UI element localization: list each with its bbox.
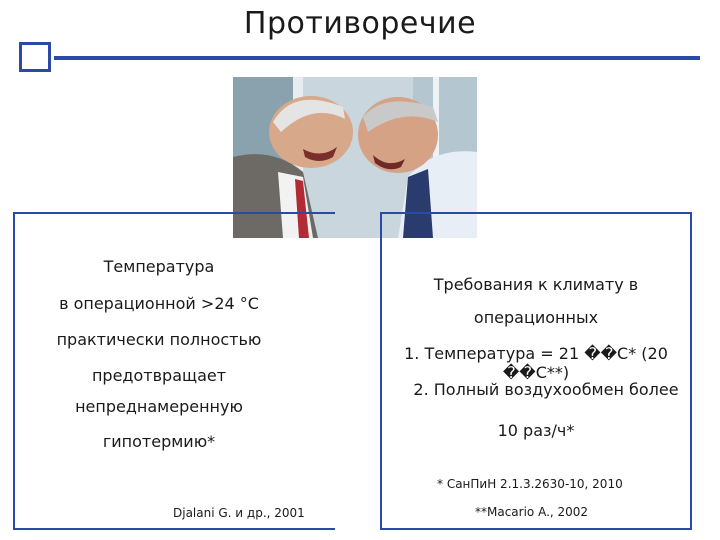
left-line-2: в операционной >24 °С <box>59 294 259 313</box>
left-line-1: Температура <box>103 257 215 276</box>
left-line-5: непреднамеренную <box>75 397 243 416</box>
right-line-4: 2. Полный воздухообмен более <box>413 380 679 399</box>
slide-title: Противоречие <box>243 6 477 41</box>
left-line-6: гипотермию* <box>102 432 216 451</box>
title-underline <box>54 56 700 60</box>
right-panel <box>380 212 692 530</box>
right-line-3: 1. Температура = 21 ��С* (20 ��С**) <box>404 344 668 382</box>
left-line-4: предотвращает <box>91 366 227 385</box>
right-footnote-2: **Macario A., 2002 <box>475 505 589 519</box>
right-footnote-1: * СанПиН 2.1.3.2630-10, 2010 <box>437 477 623 491</box>
right-line-1: Требования к климату в <box>433 275 639 294</box>
left-reference: Djalani G. и др., 2001 <box>173 506 305 520</box>
right-line-2: операционных <box>473 308 599 327</box>
left-line-3: практически полностью <box>56 330 262 349</box>
left-panel <box>13 212 335 530</box>
title-square-icon <box>19 42 51 72</box>
right-line-5: 10 раз/ч* <box>497 421 575 440</box>
